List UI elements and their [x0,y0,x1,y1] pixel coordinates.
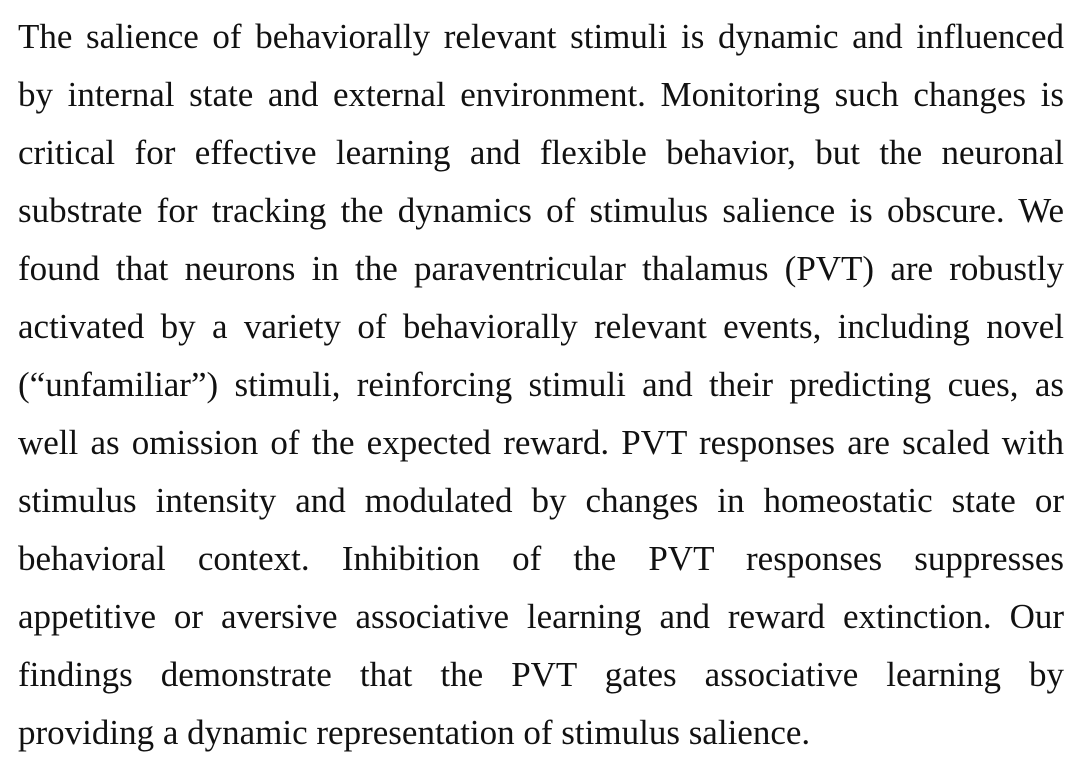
text-line: substrate for tracking the dynamics of stimulus salience is obscure. We [18,191,1064,230]
text-line: well as omission of the expected reward. PVT responses are scaled with [18,423,1064,462]
text-line: critical for effective learning and flexible behavior, but the neuronal [18,133,1064,172]
text-line: appetitive or aversive associative learning and reward extinction. Our [18,597,1064,636]
text-line: providing a dynamic representation of stimulus salience. [18,713,811,752]
text-line: found that neurons in the paraventricular thalamus (PVT) are robustly [18,249,1064,288]
text-line: The salience of behaviorally relevant stimuli is dynamic and influenced [18,17,1064,56]
text-line: findings demonstrate that the PVT gates associative learning by [18,655,1064,694]
text-line: (“unfamiliar”) stimuli, reinforcing stimuli and their predicting cues, as [18,365,1064,404]
text-line: behavioral context. Inhibition of the PVT responses suppresses [18,539,1064,578]
text-line: activated by a variety of behaviorally relevant events, including novel [18,307,1064,346]
text-line: stimulus intensity and modulated by changes in homeostatic state or [18,481,1064,520]
text-line: by internal state and external environment. Monitoring such changes is [18,75,1064,114]
abstract-paragraph [18,8,1064,762]
